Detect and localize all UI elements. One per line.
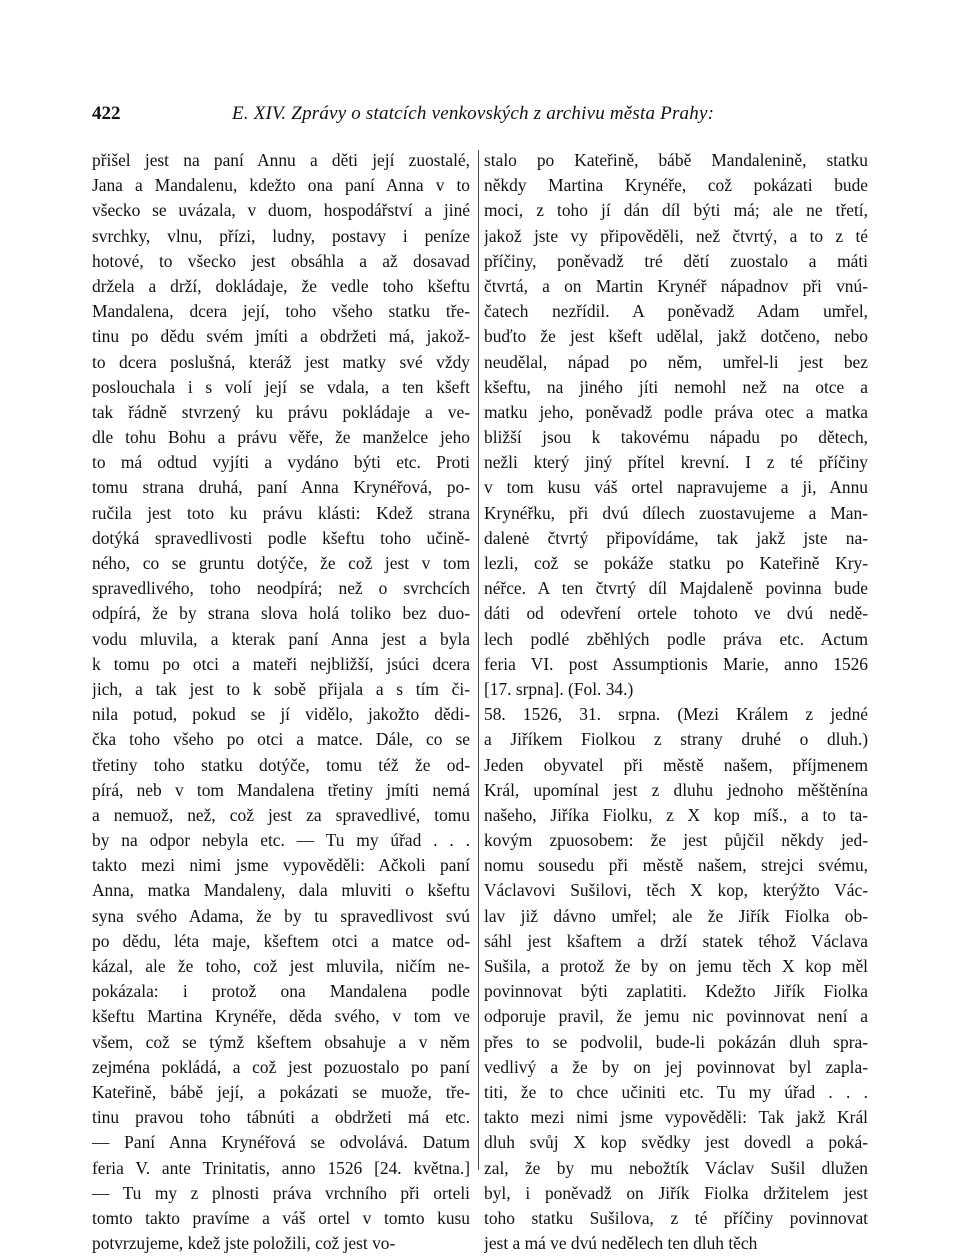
text-line: k tomu po otci a mateři nejbližší, jsúci dcera	[92, 653, 470, 674]
text-line: příčiny, poněvadž tré dětí zuostalo a máti	[484, 250, 868, 271]
text-line: dáti od odevření ortele tohoto ve dvú nedě-	[484, 603, 868, 624]
text-line: přes to se podvolil, bude-li pokázán dluh spra-	[484, 1031, 868, 1052]
text-line: lav již dávno umřel; ale že Jiřík Fiolka ob-	[484, 905, 868, 926]
text-line: toho statku Sušilova, z té příčiny povinnovat	[484, 1207, 868, 1228]
text-line: moci, z toho jí dán díl býti má; ale ne třetí,	[484, 200, 868, 221]
text-line: v tom kusu váš ortel napravujeme a ji, Annu	[484, 477, 868, 498]
text-line: hotové, to všecko jest obsáhla a až dosavad	[92, 250, 470, 271]
text-line: néřce. A ten čtvrtý díl Majdaleně povinna bude	[484, 578, 868, 599]
text-line: všecko se uvázala, v duom, hospodářství a jiné	[92, 200, 470, 221]
text-line: povinnovat býti zaplatiti. Kdežto Jiřík Fiolka	[484, 981, 868, 1002]
right-text-column	[484, 148, 868, 1256]
text-line: pírá, neb v tom Mandalena třetiny jmíti nemá	[92, 779, 470, 800]
text-line: svrchky, vlnu, přízi, ludny, postavy i peníze	[92, 225, 470, 246]
text-line: byl, i poněvadž on Jiřík Fiolka držitelem jest	[484, 1182, 868, 1203]
running-title: E. XIV. Zprávy o statcích venkovských z archivu města Prahy:	[232, 103, 715, 124]
text-line: dluh svůj X kop svědky jest dovedl a poká-	[484, 1132, 868, 1153]
text-line: odpírá, že by strana slova holá toliko bez duo-	[92, 603, 470, 624]
text-line: dle tohu Bohu a právu věře, že manželce jeho	[92, 427, 470, 448]
text-line: tomu strana druhá, paní Anna Krynéřová, po-	[92, 477, 470, 498]
text-line: nila potud, pokud se jí vidělo, jakožto dědi-	[92, 704, 470, 725]
text-line: tinu pravou toho tábnúti a obdržeti má etc.	[92, 1107, 470, 1128]
text-line: kázal, ale že toho, což jest mluvila, ničím ne-	[92, 956, 470, 976]
text-line: — Tu my z plnosti práva vrchního při orteli	[92, 1182, 470, 1203]
text-line: našeho, Jiříka Fiolku, z X kop míš., a to ta-	[484, 804, 868, 825]
text-line: dotýká spravedlivosti podle kšeftu toho učině-	[92, 527, 470, 548]
text-line: vedlivý a že by on jej povinnovat byl zapla-	[484, 1056, 868, 1077]
text-line: držela a drží, dokládaje, že vedle toho kšeftu	[92, 275, 470, 296]
text-line: Kateřině, bábě její, a pokázati se muože, tře-	[92, 1081, 470, 1102]
text-line: poslouchala i s volí její se vdala, a ten kšeft	[92, 376, 470, 397]
text-line: ného, co se gruntu dotýče, že což jest v tom	[92, 553, 470, 573]
text-line: čatech nezřídil. A poněvadž Adam umřel,	[484, 301, 868, 322]
running-head	[92, 100, 868, 128]
left-text-column	[92, 148, 470, 1256]
text-line: Sušila, a protož že by on jemu těch X kop měl	[484, 956, 868, 976]
text-line: spravedlivého, toho neodpírá; než o svrchcích	[92, 578, 470, 599]
text-line: všem, což se týmž kšeftem obsahuje a v něm	[92, 1031, 470, 1052]
text-line: Václavovi Sušilovi, těch X kop, kterýžto Vác-	[484, 880, 868, 901]
text-line: přišel jest na paní Annu a děti její zuostalé,	[92, 150, 470, 170]
text-line: nomu sousedu při městě našem, strejci svému,	[484, 855, 868, 876]
text-line: by na odpor nebyla etc. — Tu my úřad . . .	[92, 830, 470, 851]
text-line: Král, upomínal jest z dluhu jednoho měštěnína	[484, 779, 868, 800]
text-line: takto mezi nimi jsme vypověděli: Ačkoli paní	[92, 855, 470, 876]
text-line: Jeden obyvatel při městě našem, příjmenem	[484, 754, 868, 775]
text-line: neudělal, nápad po něm, umřel-li jest bez	[484, 351, 868, 372]
text-line: buďto že jest kšeft udělal, jakž dotčeno, nebo	[484, 326, 868, 347]
text-line: kovým zpuosobem: že jest půjčil někdy jed-	[484, 830, 868, 851]
text-line: lech podlé zběhlých podle práva etc. Actum	[484, 628, 868, 649]
text-line: syna svého Adama, že by tu spravedlivost svú	[92, 905, 470, 926]
text-line: a nemuož, než, což jest za spravedlivé, tomu	[92, 804, 470, 825]
text-line: stalo po Kateřině, bábě Mandalenině, statku	[484, 150, 868, 170]
text-line: jest a má ve dvú nedělech ten dluh těch	[484, 1233, 758, 1254]
text-line: lezli, což se pokáže statku po Kateřině Kry-	[484, 553, 868, 573]
text-line: to má odtud vyjíti a vydáno býti etc. Proti	[92, 452, 470, 473]
text-line: tak řádně stvrzený ku právu pokládaje a ve-	[92, 401, 470, 422]
text-line: po dědu, léta maje, kšeftem otci a matce od-	[92, 930, 470, 951]
text-line: titi, že to chce učiniti etc. Tu my úřad . . .	[484, 1081, 868, 1102]
text-line: pokázala: i protož ona Mandalena podle	[92, 981, 470, 1002]
text-line: zejména pokládá, a což jest pozuostalo po paní	[92, 1056, 470, 1077]
text-line: Anna, matka Mandaleny, dala mluviti o kšeftu	[92, 880, 470, 901]
text-line: jich, a tak jest to k sobě přijala a s tím či-	[92, 678, 470, 699]
text-line: — Paní Anna Krynéřová se odvolává. Datum	[92, 1132, 470, 1153]
text-line: Jana a Mandalenu, kdežto ona paní Anna v to	[92, 175, 470, 196]
text-line: odporuje pravil, že jemu nic povinnovat není a	[484, 1006, 868, 1027]
text-line: čka toho všeho po otci a matce. Dále, co se	[92, 729, 470, 750]
text-line: Mandalena, dcera její, toho všeho statku tře-	[92, 301, 470, 322]
text-line: někdy Martina Krynéře, což pokázati bude	[484, 175, 868, 196]
text-line: nežli který jiný přítel krevní. I z té příčiny	[484, 452, 868, 473]
text-line: to dcera poslušná, kteráž jest matky své vždy	[92, 351, 470, 372]
text-line: tinu po dědu svém jmíti a obdržeti má, jakož-	[92, 326, 470, 347]
text-line: bližší jsou k takovému nápadu po dětech,	[484, 427, 868, 448]
text-line: kšeftu, na jiného jíti nemohl než na otce a	[484, 376, 868, 397]
text-line: [17. srpna]. (Fol. 34.)	[484, 678, 634, 699]
text-line: sáhl jest kšaftem a drží statek téhož Václava	[484, 930, 868, 951]
text-line: a Jiříkem Fiolkou z strany druhé o dluh.)	[484, 729, 868, 750]
column-divider	[478, 150, 479, 1170]
text-line: feria VI. post Assumptionis Marie, anno 1526	[484, 653, 868, 674]
text-line: vodu mluvila, a kterak paní Anna jest a byla	[92, 628, 470, 649]
text-line: třetiny toho statku dotýče, tomu též že od-	[92, 754, 470, 775]
text-line: potvrzujeme, kdež jste položili, což jest vo-	[92, 1233, 396, 1254]
text-line: kšeftu Martina Krynéře, děda svého, v tom ve	[92, 1006, 470, 1027]
text-line: feria V. ante Trinitatis, anno 1526 [24. května.]	[92, 1157, 470, 1178]
page-number: 422	[92, 103, 121, 124]
text-line: čtvrtá, a on Martin Krynéř nápadnov při vnú-	[484, 275, 868, 296]
text-line: dalenė čtvrtý připovídáme, tak jakž jste na-	[484, 527, 868, 548]
text-line: ručila jest toto ku právu klásti: Kdež strana	[92, 502, 470, 523]
text-line: Krynéřku, při dvú dílech zuostavujeme a Man-	[484, 502, 868, 523]
text-line: zal, že by mu nebožtík Václav Sušil dlužen	[484, 1157, 868, 1178]
text-line: matku jeho, poněvadž podle práva otec a matka	[484, 401, 868, 422]
text-line: takto mezi nimi jsme vypověděli: Tak jakž Král	[484, 1107, 868, 1128]
text-line: 58. 1526, 31. srpna. (Mezi Králem z jedné	[484, 704, 868, 725]
text-line: jakož jste vy připověděli, než čtvrtý, a to z té	[484, 225, 868, 246]
text-line: tomto takto pravíme a váš ortel v tomto kusu	[92, 1207, 470, 1228]
